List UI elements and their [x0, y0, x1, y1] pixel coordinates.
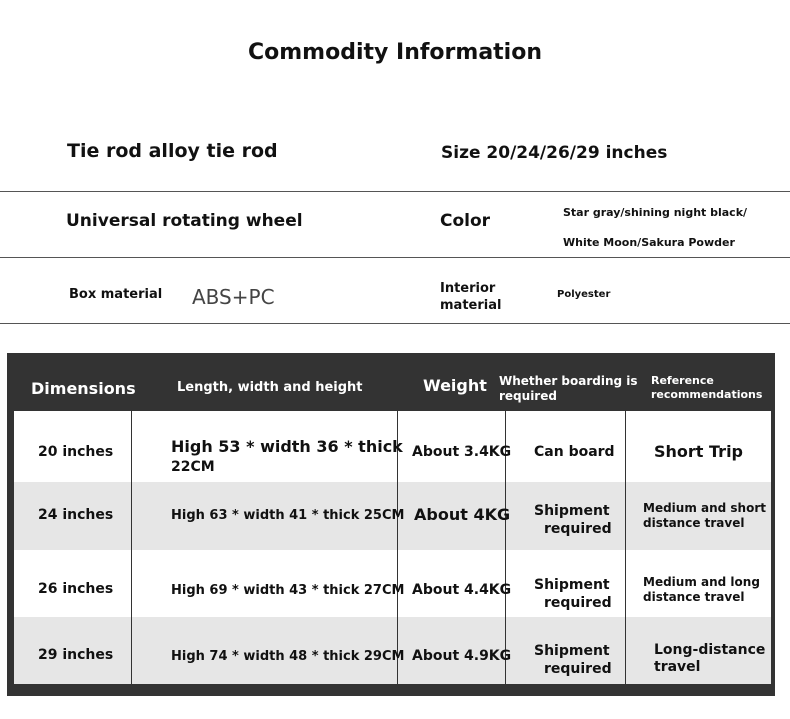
- header-length-width-height: Length, width and height: [177, 380, 363, 395]
- spec-interior-label-line2: material: [440, 298, 502, 313]
- header-dimensions: Dimensions: [31, 379, 136, 398]
- cell-weight: About 3.4KG: [412, 444, 512, 460]
- cell-dimensions: High 63 * width 41 * thick 25CM: [171, 508, 405, 523]
- cell-size: 24 inches: [38, 507, 114, 523]
- cell-boarding-line1: Shipment: [534, 577, 610, 593]
- spec-wheel: Universal rotating wheel: [66, 211, 303, 231]
- spec-color-label: Color: [440, 211, 491, 231]
- header-reference-line1: Reference: [651, 374, 714, 387]
- cell-size: 29 inches: [38, 647, 114, 663]
- cell-boarding-line1: Shipment: [534, 643, 610, 659]
- header-boarding-line1: Whether boarding is: [499, 374, 638, 388]
- column-divider: [131, 411, 132, 684]
- cell-weight: About 4KG: [414, 505, 511, 524]
- divider: [0, 257, 790, 258]
- divider: [0, 323, 790, 324]
- cell-weight: About 4.4KG: [412, 582, 512, 598]
- header-weight: Weight: [423, 376, 487, 395]
- cell-boarding-line1: Shipment: [534, 503, 610, 519]
- cell-reference-line2: distance travel: [643, 516, 745, 530]
- cell-boarding-line2: required: [544, 521, 612, 537]
- spec-tie-rod: Tie rod alloy tie rod: [67, 140, 278, 162]
- cell-size: 26 inches: [38, 581, 114, 597]
- cell-boarding-line2: required: [544, 595, 612, 611]
- cell-boarding: Can board: [534, 444, 615, 460]
- header-boarding-line2: required: [499, 389, 557, 403]
- cell-reference: Short Trip: [654, 442, 743, 461]
- specification-table: [7, 353, 775, 696]
- column-divider: [625, 411, 626, 684]
- spec-box-material-label: Box material: [69, 287, 163, 302]
- spec-color-value-line2: White Moon/Sakura Powder: [563, 236, 735, 249]
- cell-reference-line2: travel: [654, 659, 701, 675]
- cell-dimensions-line1: High 53 * width 36 * thick: [171, 437, 403, 456]
- cell-reference-line1: Medium and short: [643, 501, 766, 515]
- spec-box-material-value: ABS+PC: [192, 285, 275, 309]
- spec-interior-value: Polyester: [557, 289, 611, 300]
- divider: [0, 191, 790, 192]
- cell-reference-line2: distance travel: [643, 590, 745, 604]
- header-reference-line2: recommendations: [651, 388, 763, 401]
- cell-dimensions: High 74 * width 48 * thick 29CM: [171, 649, 405, 664]
- spec-size: Size 20/24/26/29 inches: [441, 143, 668, 163]
- cell-dimensions-line2: 22CM: [171, 459, 215, 475]
- cell-size: 20 inches: [38, 444, 114, 460]
- spec-interior-label-line1: Interior: [440, 281, 496, 296]
- page-title: Commodity Information: [247, 40, 542, 65]
- cell-reference-line1: Long-distance: [654, 642, 766, 658]
- cell-boarding-line2: required: [544, 661, 612, 677]
- cell-weight: About 4.9KG: [412, 648, 512, 664]
- cell-dimensions: High 69 * width 43 * thick 27CM: [171, 583, 405, 598]
- cell-reference-line1: Medium and long: [643, 575, 760, 589]
- spec-color-value-line1: Star gray/shining night black/: [563, 206, 748, 219]
